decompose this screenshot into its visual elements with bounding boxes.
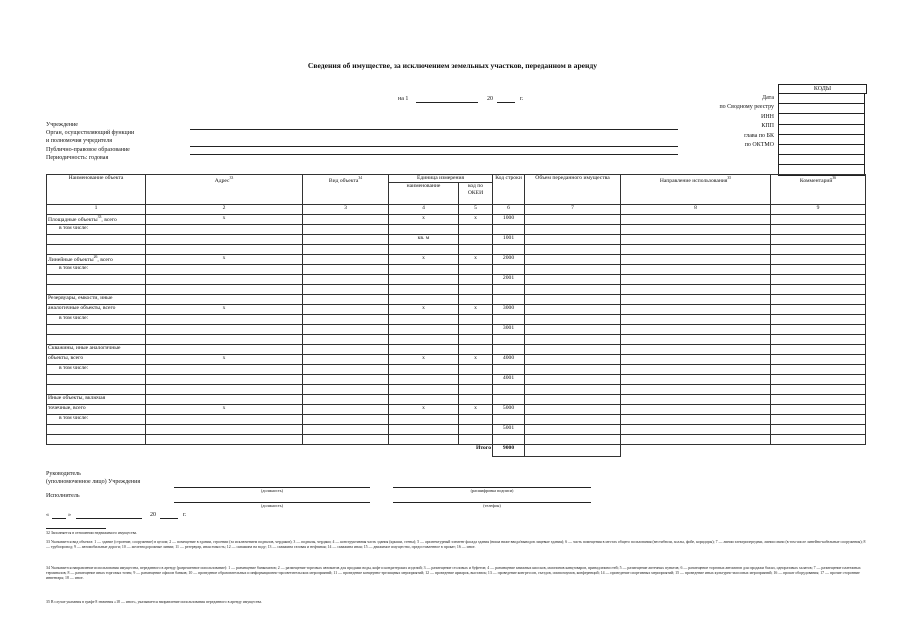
table-row [47,385,866,395]
cell-volume[interactable] [525,235,621,245]
cell-okei: x [459,355,493,365]
cell-direction[interactable] [621,405,771,415]
cell-okei [459,295,493,305]
code-kpp[interactable] [779,124,865,134]
cell-code [493,345,525,355]
codes-labels [680,94,774,150]
cell-addr[interactable] [146,345,303,355]
cell-unit[interactable] [389,395,459,405]
date-day-field[interactable] [416,102,478,103]
cell-direction[interactable] [621,275,771,285]
cell-addr[interactable] [146,295,303,305]
cell-comment[interactable] [771,365,866,375]
cell-okei [459,235,493,245]
cell-kind[interactable] [303,395,389,405]
executor-position-caption: (должность) [261,503,283,508]
cell-name: Линейные объекты$^{26}$, всего [47,255,146,265]
cell-code: 5000 [493,405,525,415]
cell-direction[interactable] [621,345,771,355]
cell-name: в том числе: [47,265,146,275]
table-row [47,235,866,245]
cell-name [47,235,146,245]
cell-addr[interactable] [146,245,303,255]
cell-code: 1000 [493,215,525,225]
cell-direction[interactable] [621,305,771,315]
cell-kind[interactable] [303,245,389,255]
cell-volume[interactable] [525,405,621,415]
cell-kind[interactable] [303,415,389,425]
cell-kind[interactable] [303,305,389,315]
cell-name: точечные, всего [47,405,146,415]
cell-name [47,245,146,255]
cell-volume[interactable] [525,355,621,365]
cell-volume[interactable] [525,345,621,355]
total-label: Итого [475,445,492,451]
date-prefix: на 1 [398,96,409,102]
cell-volume[interactable] [525,285,621,295]
cell-comment[interactable] [771,255,866,265]
page-title: Сведения об имуществе, за исключением земельных участков, переданном в аренду [307,61,598,70]
cell-direction[interactable] [621,215,771,225]
footnote-4: 35 В случае указания в графе 8 значения «18 — иное», указывается направление использования переданного в аренду имущества. [46,600,263,604]
table-row [47,415,866,425]
cell-volume[interactable] [525,295,621,305]
cell-comment[interactable] [771,325,866,335]
cell-direction[interactable] [621,365,771,375]
cell-comment[interactable] [771,355,866,365]
codes-header: КОДЫ [778,84,867,94]
cell-addr[interactable] [146,425,303,435]
table-row [47,245,866,255]
table-row [47,335,866,345]
cell-volume[interactable] [525,315,621,325]
cell-name: в том числе: [47,315,146,325]
cell-unit[interactable] [389,315,459,325]
cell-kind[interactable] [303,375,389,385]
cell-name [47,435,146,445]
cell-code: 2001 [493,275,525,285]
cell-direction[interactable] [621,435,771,445]
codes-table [778,93,865,176]
public-entity-field[interactable] [190,154,678,155]
footnote-divider [46,528,106,529]
cell-volume[interactable] [525,305,621,315]
cell-volume[interactable] [525,335,621,345]
cell-name [47,285,146,295]
cell-direction[interactable] [621,325,771,335]
header-unit: Единица измерения [389,175,493,183]
total-code: 9000 [493,445,525,457]
cell-kind[interactable] [303,215,389,225]
cell-direction[interactable] [621,235,771,245]
cell-addr[interactable] [146,285,303,295]
table-row [47,295,866,305]
sig-day-field[interactable] [52,518,66,519]
cell-comment[interactable] [771,265,866,275]
cell-unit: x [389,405,459,415]
cell-direction[interactable] [621,285,771,295]
cell-code: 4000 [493,355,525,365]
head-position-caption: (должность) [261,488,283,493]
cell-okei: x [459,305,493,315]
cell-addr[interactable] [146,325,303,335]
cell-code [493,265,525,275]
codes-label: по Сводному реестру [719,104,774,111]
cell-comment[interactable] [771,245,866,255]
sig-year-field[interactable] [160,518,178,519]
cell-okei: x [459,405,493,415]
cell-kind[interactable] [303,385,389,395]
table-row [47,355,866,365]
cell-comment[interactable] [771,225,866,235]
cell-code [493,335,525,345]
field-label-public-entity: Публично-правовое образование [46,146,130,153]
header-unit-name: наименование [389,183,459,205]
cell-kind[interactable] [303,265,389,275]
cell-kind[interactable] [303,275,389,285]
cell-unit[interactable] [389,335,459,345]
cell-comment[interactable] [771,395,866,405]
cell-volume[interactable] [525,275,621,285]
cell-kind[interactable] [303,425,389,435]
footnote-3: 34 Указывается направление использования имущества, переданного в аренду (разрешенное использование): 1 — размещение банкоматов; 2 — размещение торговых автоматов для продажи воды, кофе и кондитерских изделий; 3 — размещение столовых и буфетов; 4 — размещение книжных киосков, магазинов канцтоваров, принадлежностей; 5 — размещение аптечных пунктов; 6 — размещение торговых автоматов для продажи бахил, одноразовых халатов; 7 — размещение платежных терминалов; 8 — размещение иных торговых точек; 9 — размещение офисов банков; 10 — проведение образовательных и информационно-просветительских мероприятий; 11 — проведение концертно-зрелищных мероприятий; 12 — проведение ярмарок, выставок; 13 — проведение конгрессов, съездов, симпозиумов, конференций; 14 — проведение спортивных мероприятий; 15 — проведение иных культурно-массовых мероприятий; 16 — прокат оборудования; 17 — прочие сторонние инвентаря; 18 — иное. [46,566,861,581]
code-svod-reestr[interactable] [779,104,865,114]
founder-field[interactable] [190,146,678,147]
cell-code: 1001 [493,235,525,245]
date-line [398,96,538,103]
cell-addr: x [146,305,303,315]
codes-label: Дата [762,95,774,101]
footnote-1: 32 Заполняется в отношении недвижимого имущества. [46,531,138,535]
cell-okei [459,395,493,405]
institution-field[interactable] [190,129,678,130]
cell-direction[interactable] [621,245,771,255]
cell-direction[interactable] [621,225,771,235]
cell-addr[interactable] [146,385,303,395]
cell-direction[interactable] [621,315,771,325]
cell-code: 3000 [493,305,525,315]
executor-label: Исполнитель [46,493,80,499]
header-unit-code: код по ОКЕИ [459,183,493,205]
cell-name: Резервуары, емкости, иные [47,295,146,305]
header-volume: Объем переданного имущества [525,175,621,205]
cell-kind[interactable] [303,225,389,235]
cell-name [47,425,146,435]
cell-name [47,335,146,345]
header-comment: Комментарий$^{36}$ [771,175,866,205]
cell-okei [459,345,493,355]
header-name: Наименование объекта [47,175,146,205]
field-label-periodicity: Периодичность: годовая [46,154,109,161]
cell-comment[interactable] [771,345,866,355]
cell-code: 3001 [493,325,525,335]
signature-block [46,470,140,500]
cell-okei [459,335,493,345]
cell-unit[interactable] [389,365,459,375]
cell-okei [459,425,493,435]
cell-name: объекты, всего [47,355,146,365]
cell-code [493,295,525,305]
cell-code [493,435,525,445]
table-row [47,275,866,285]
cell-code [493,285,525,295]
cell-addr: x [146,215,303,225]
cell-name: в том числе: [47,415,146,425]
cell-name [47,375,146,385]
cell-direction[interactable] [621,415,771,425]
cell-okei [459,245,493,255]
cell-volume[interactable] [525,365,621,375]
date-year-field[interactable] [497,102,515,103]
cell-volume[interactable] [525,435,621,445]
cell-unit[interactable] [389,275,459,285]
cell-comment[interactable] [771,415,866,425]
header-fields [46,121,134,162]
cell-unit: x [389,255,459,265]
table-row [47,265,866,275]
cell-okei [459,365,493,375]
cell-unit[interactable] [389,425,459,435]
cell-name: Скважины, иные аналогичные [47,345,146,355]
cell-addr[interactable] [146,435,303,445]
cell-unit[interactable] [389,415,459,425]
cell-direction[interactable] [621,395,771,405]
cell-kind[interactable] [303,405,389,415]
cell-okei [459,435,493,445]
cell-comment[interactable] [771,335,866,345]
header-kind: Вид объекта$^{34}$ [303,175,389,205]
cell-kind[interactable] [303,335,389,345]
cell-volume[interactable] [525,225,621,235]
col-number-row: 1 2 3 4 5 6 7 8 9 [47,205,866,215]
cell-comment[interactable] [771,315,866,325]
cell-comment[interactable] [771,295,866,305]
cell-volume[interactable] [525,425,621,435]
cell-direction[interactable] [621,335,771,345]
cell-unit[interactable] [389,225,459,235]
table-row [47,225,866,235]
cell-addr: x [146,405,303,415]
field-label-institution: Учреждение [46,122,78,128]
cell-direction[interactable] [621,355,771,365]
code-glava-bk[interactable] [779,144,865,154]
date-suffix: г. [520,96,524,102]
cell-unit: x [389,355,459,365]
cell-comment[interactable] [771,305,866,315]
cell-comment[interactable] [771,285,866,295]
table-row [47,255,866,265]
cell-direction[interactable] [621,265,771,275]
cell-comment[interactable] [771,215,866,225]
cell-direction[interactable] [621,385,771,395]
cell-comment[interactable] [771,435,866,445]
cell-kind[interactable] [303,345,389,355]
codes-label: глава по БК [744,132,774,139]
cell-name: аналогичные объекты, всего [47,305,146,315]
signature-date: « » 20 г. [46,512,187,518]
table-row [47,305,866,315]
cell-volume[interactable] [525,385,621,395]
cell-name [47,275,146,285]
cell-comment[interactable] [771,375,866,385]
code-empty[interactable] [779,134,865,144]
table-row [47,315,866,325]
header-address: Адрес$^{33}$ [146,175,303,205]
cell-volume[interactable] [525,245,621,255]
cell-unit[interactable] [389,435,459,445]
cell-okei [459,275,493,285]
cell-addr[interactable] [146,415,303,425]
cell-name: Иные объекты, включая [47,395,146,405]
cell-unit: x [389,215,459,225]
code-inn[interactable] [779,114,865,124]
cell-okei [459,375,493,385]
cell-name: Площадные объекты$^{33}$, всего [47,215,146,225]
cell-code [493,385,525,395]
cell-addr: x [146,355,303,365]
cell-addr[interactable] [146,315,303,325]
property-table [46,174,866,457]
cell-code [493,245,525,255]
code-date[interactable] [779,94,865,104]
cell-volume[interactable] [525,395,621,405]
cell-direction[interactable] [621,375,771,385]
cell-addr[interactable] [146,365,303,375]
table-row [47,405,866,415]
codes-label: КПП [761,123,774,130]
table-row [47,435,866,445]
date-year-prefix: 20 [487,96,493,102]
cell-comment[interactable] [771,405,866,415]
cell-unit[interactable] [389,325,459,335]
table-row [47,365,866,375]
cell-addr[interactable] [146,335,303,345]
cell-okei: x [459,215,493,225]
cell-comment[interactable] [771,275,866,285]
cell-volume[interactable] [525,255,621,265]
cell-okei [459,265,493,275]
total-volume[interactable] [525,445,621,457]
cell-code [493,365,525,375]
cell-unit[interactable] [389,245,459,255]
cell-unit[interactable] [389,345,459,355]
cell-addr[interactable] [146,275,303,285]
cell-kind[interactable] [303,315,389,325]
table-row [47,425,866,435]
cell-okei [459,415,493,425]
table-row [47,325,866,335]
cell-okei [459,325,493,335]
cell-comment[interactable] [771,385,866,395]
table-row [47,375,866,385]
cell-kind[interactable] [303,235,389,245]
footnote-2: 33 Указывается вид объекта: 1 — здание (строение, сооружение) в целом; 2 — помещение в здании, строении (за исключением подвалов, чердаков); 3 — подвалы, чердаки; 4 — конструктивная часть здания (крыши, стены); 5 — архитектурный элемент фасада здания (ниша ниже ввода/выводов лицевые здания); 6 — часть помещения в местах общего пользования (вестибюли, холлы, фойе, коридоры); 7 — линии электропередачи, линии связи (в том числе линейно-кабельные сооружения); 8 — трубопровод; 9 — автомобильные дороги; 10 — железнодорожные линии; 11 — резервуар, иная емкость; 12 — скважина на воду; 13 — скважина газовая и нефтяная; 14 — скважина иная; 15 — движимое имущество, предоставленное в прокат; 16 — иное. [46,540,866,550]
cell-okei [459,225,493,235]
cell-code [493,395,525,405]
head-label-1: Руководитель [46,471,81,477]
cell-unit[interactable] [389,375,459,385]
code-oktmo[interactable] [779,155,865,165]
cell-kind[interactable] [303,285,389,295]
cell-addr[interactable] [146,225,303,235]
executor-phone-caption: (телефон) [483,503,501,508]
codes-label: по ОКТМО [744,142,774,149]
table-row [47,345,866,355]
cell-comment[interactable] [771,235,866,245]
cell-name: в том числе: [47,225,146,235]
cell-comment[interactable] [771,425,866,435]
cell-kind[interactable] [303,355,389,365]
cell-addr[interactable] [146,235,303,245]
cell-code [493,315,525,325]
cell-volume[interactable] [525,325,621,335]
field-label-organ: Орган, осуществляющий функции [46,130,135,137]
head-label-2: (уполномоченное лицо) Учреждения [46,479,141,485]
cell-addr[interactable] [146,375,303,385]
head-decoding-caption: (расшифровка подписи) [470,488,514,493]
table-row [47,395,866,405]
cell-code: 2000 [493,255,525,265]
field-label-founder: и полномочия учредителя [46,138,112,145]
cell-code: 5001 [493,425,525,435]
table-row [47,285,866,295]
cell-direction[interactable] [621,295,771,305]
cell-okei [459,285,493,295]
cell-code [493,225,525,235]
cell-direction[interactable] [621,425,771,435]
cell-name: в том числе: [47,365,146,375]
cell-name [47,385,146,395]
cell-addr[interactable] [146,395,303,405]
sig-month-field[interactable] [76,518,142,519]
cell-kind[interactable] [303,295,389,305]
cell-okei [459,385,493,395]
cell-name [47,325,146,335]
cell-volume[interactable] [525,415,621,425]
cell-okei [459,315,493,325]
cell-addr[interactable] [146,265,303,275]
header-line-code: Код строки [493,175,525,205]
cell-kind[interactable] [303,435,389,445]
cell-direction[interactable] [621,255,771,265]
table-row [47,215,866,225]
cell-unit[interactable] [389,385,459,395]
cell-volume[interactable] [525,215,621,225]
cell-unit[interactable] [389,295,459,305]
cell-kind[interactable] [303,325,389,335]
cell-kind[interactable] [303,365,389,375]
cell-code: 4001 [493,375,525,385]
cell-unit[interactable] [389,265,459,275]
cell-unit[interactable] [389,285,459,295]
cell-kind[interactable] [303,255,389,265]
cell-code [493,415,525,425]
cell-unit: x [389,305,459,315]
cell-addr: x [146,255,303,265]
header-direction: Направление использования$^{35}$ [621,175,771,205]
cell-okei: x [459,255,493,265]
cell-unit: кв. м [389,235,459,245]
cell-volume[interactable] [525,375,621,385]
cell-volume[interactable] [525,265,621,275]
codes-label: ИНН [761,113,774,120]
total-row [47,445,866,457]
